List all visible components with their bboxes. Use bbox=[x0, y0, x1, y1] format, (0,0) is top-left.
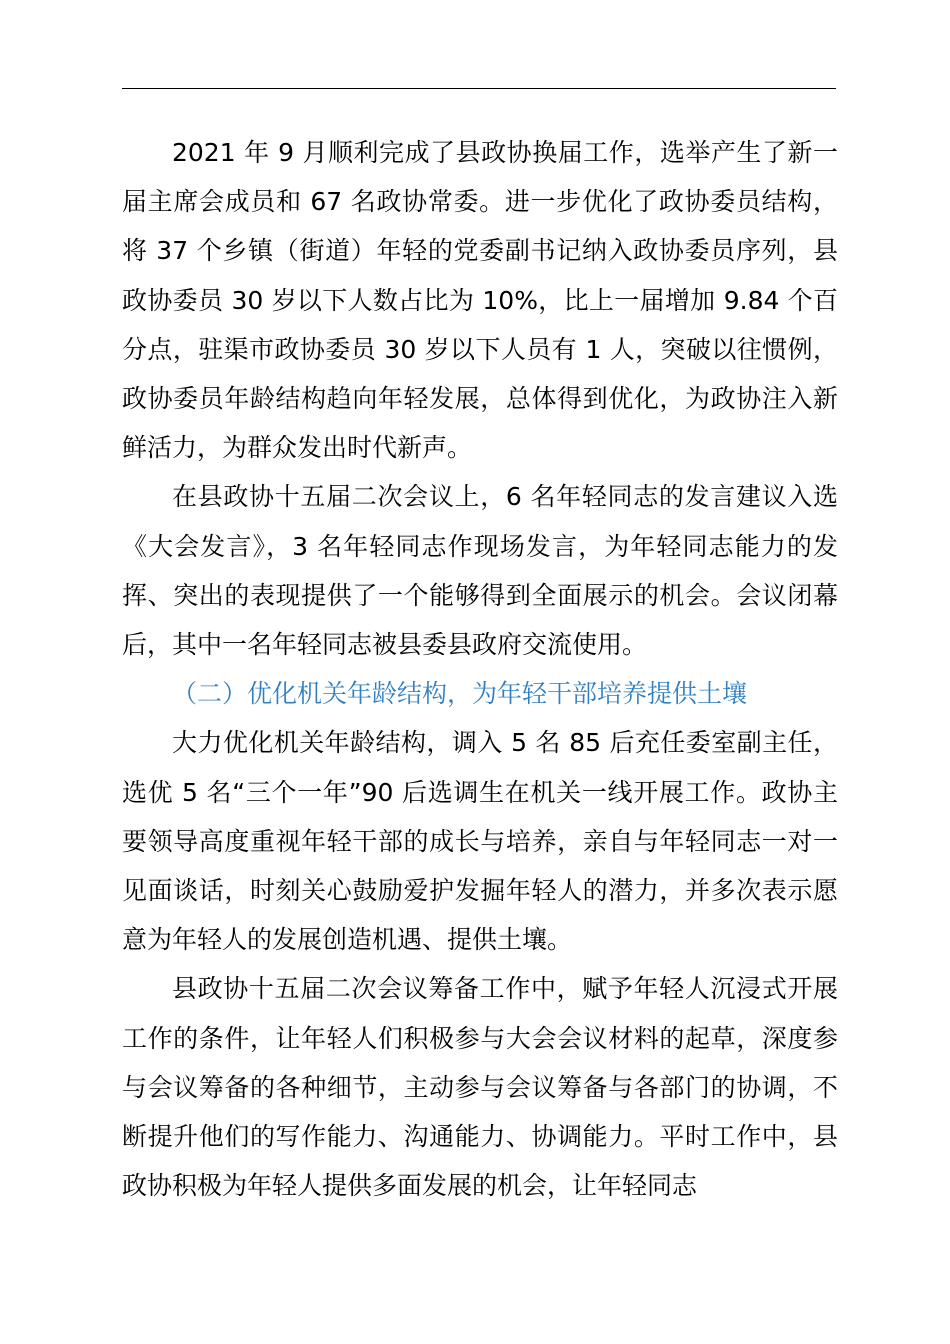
document-body bbox=[122, 128, 838, 1210]
paragraph-age-structure: 大力优化机关年龄结构，调入 5 名 85 后充任委室副主任，选优 5 名“三个一年”90 后选调生在机关一线开展工作。政协主要领导高度重视年轻干部的成长与培养，亲自与年轻同志一对一见面谈话，时刻关心鼓励爱护发掘年轻人的潜力，并多次表示愿意为年轻人的发展创造机遇、提供土壤。 bbox=[122, 728, 838, 955]
paragraph-meeting-preparation: 县政协十五届二次会议筹备工作中，赋予年轻人沉浸式开展工作的条件，让年轻人们积极参与大会会议材料的起草，深度参与会议筹备的各种细节，主动参与会议筹备与各部门的协调，不断提升他们的写作能力、沟通能力、协调能力。平时工作中，县政协积极为年轻人提供多面发展的机会，让年轻同志 bbox=[122, 974, 838, 1201]
section-heading: （二）优化机关年龄结构，为年轻干部培养提供土壤 bbox=[172, 679, 748, 709]
paragraph-session-speeches: 在县政协十五届二次会议上，6 名年轻同志的发言建议入选《大会发言》，3 名年轻同志作现场发言，为年轻同志能力的发挥、突出的表现提供了一个能够得到全面展示的机会。会议闭幕后，其中一名年轻同志被县委县政府交流使用。 bbox=[122, 482, 838, 660]
header-rule bbox=[122, 88, 836, 89]
paragraph-election: 2021 年 9 月顺利完成了县政协换届工作，选举产生了新一届主席会成员和 67 名政协常委。进一步优化了政协委员结构，将 37 个乡镇（街道）年轻的党委副书记纳入政协委员序列，县政协委员 30 岁以下人数占比为 10%，比上一届增加 9.84 个百分点，驻渠市政协委员 30 岁以下人员有 1 人，突破以往惯例，政协委员年龄结构趋向年轻发展，总体得到优化，为政协注入新鲜活力，为群众发出时代新声。 bbox=[122, 138, 838, 463]
